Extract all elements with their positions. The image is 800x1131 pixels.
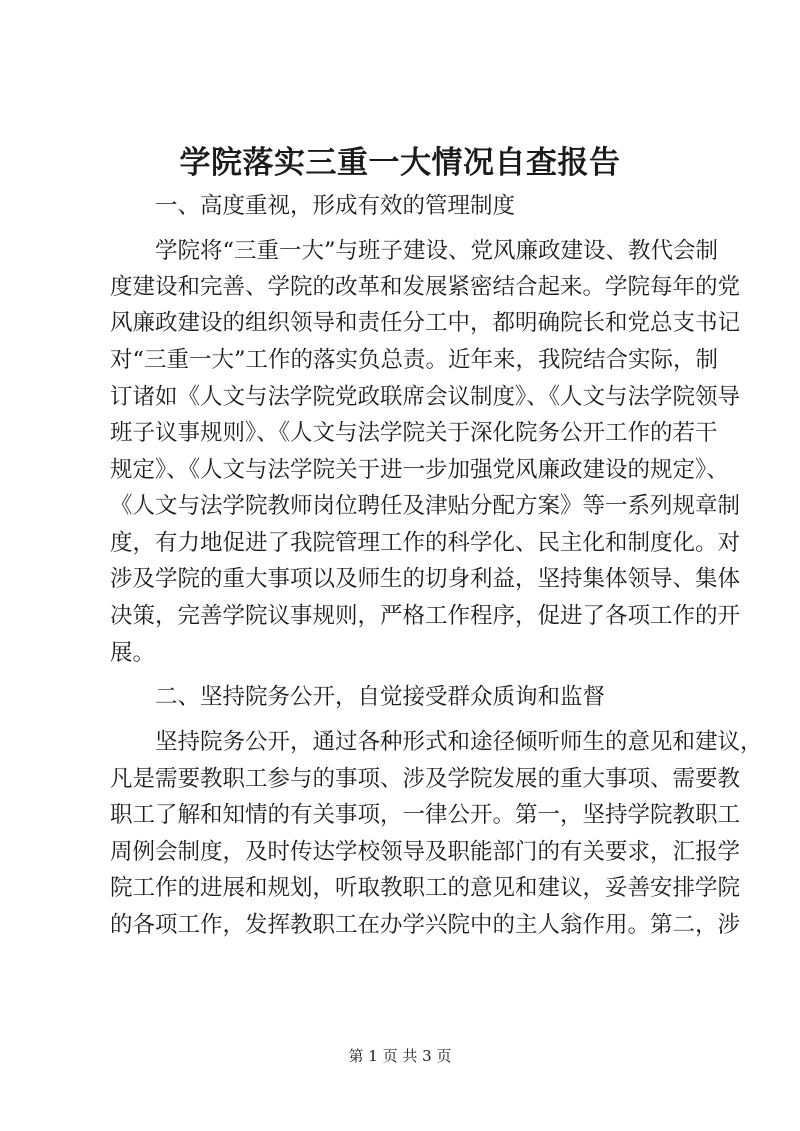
paragraph-1-line: 涉及学院的重大事项以及师生的切身利益，坚持集体领导、集体 [110, 566, 741, 592]
paragraph-1-line: 决策，完善学院议事规则，严格工作程序，促进了各项工作的开 [110, 603, 741, 629]
paragraph-2-line: 凡是需要教职工参与的事项、涉及学院发展的重大事项、需要教 [110, 766, 741, 792]
document-title: 学院落实三重一大情况自查报告 [179, 145, 621, 181]
paragraph-1-line: 度建设和完善、学院的改革和发展紧密结合起来。学院每年的党 [110, 274, 741, 300]
paragraph-1-line: 度，有力地促进了我院管理工作的科学化、民主化和制度化。对 [110, 530, 741, 556]
paragraph-2-line: 院工作的进展和规划，听取教职工的意见和建议，妥善安排学院 [110, 875, 741, 901]
section-heading-2: 二、坚持院务公开，自觉接受群众质询和监督 [155, 684, 606, 710]
page-number: 第 1 页 共 3 页 [348, 1047, 452, 1065]
section-heading-1: 一、高度重视，形成有效的管理制度 [155, 193, 516, 219]
paragraph-1-line: 班子议事规则》、《人文与法学院关于深化院务公开工作的若干 [110, 420, 718, 446]
paragraph-2-line: 的各项工作，发挥教职工在办学兴院中的主人翁作用。第二，涉 [110, 912, 741, 938]
paragraph-1-line: 风廉政建设的组织领导和责任分工中，都明确院长和党总支书记 [110, 310, 741, 336]
paragraph-2-line: 坚持院务公开，通过各种形式和途径倾听师生的意见和建议， [155, 729, 763, 755]
paragraph-1-line: 订诸如《人文与法学院党政联席会议制度》、《人文与法学院领导 [110, 384, 741, 410]
paragraph-2-line: 职工了解和知情的有关事项，一律公开。第一，坚持学院教职工 [110, 802, 741, 828]
paragraph-1-line: 展。 [110, 640, 156, 666]
paragraph-1-line: 规定》、《人文与法学院关于进一步加强党风廉政建设的规定》、 [110, 457, 729, 483]
paragraph-2-line: 周例会制度，及时传达学校领导及职能部门的有关要求，汇报学 [110, 839, 741, 865]
paragraph-1-line: 对“三重一大”工作的落实负总责。近年来，我院结合实际，制 [110, 347, 719, 373]
paragraph-1-line: 《人文与法学院教师岗位聘任及津贴分配方案》等一系列规章制 [110, 493, 741, 519]
paragraph-1-line: 学院将“三重一大”与班子建设、党风廉政建设、教代会制 [155, 238, 719, 264]
